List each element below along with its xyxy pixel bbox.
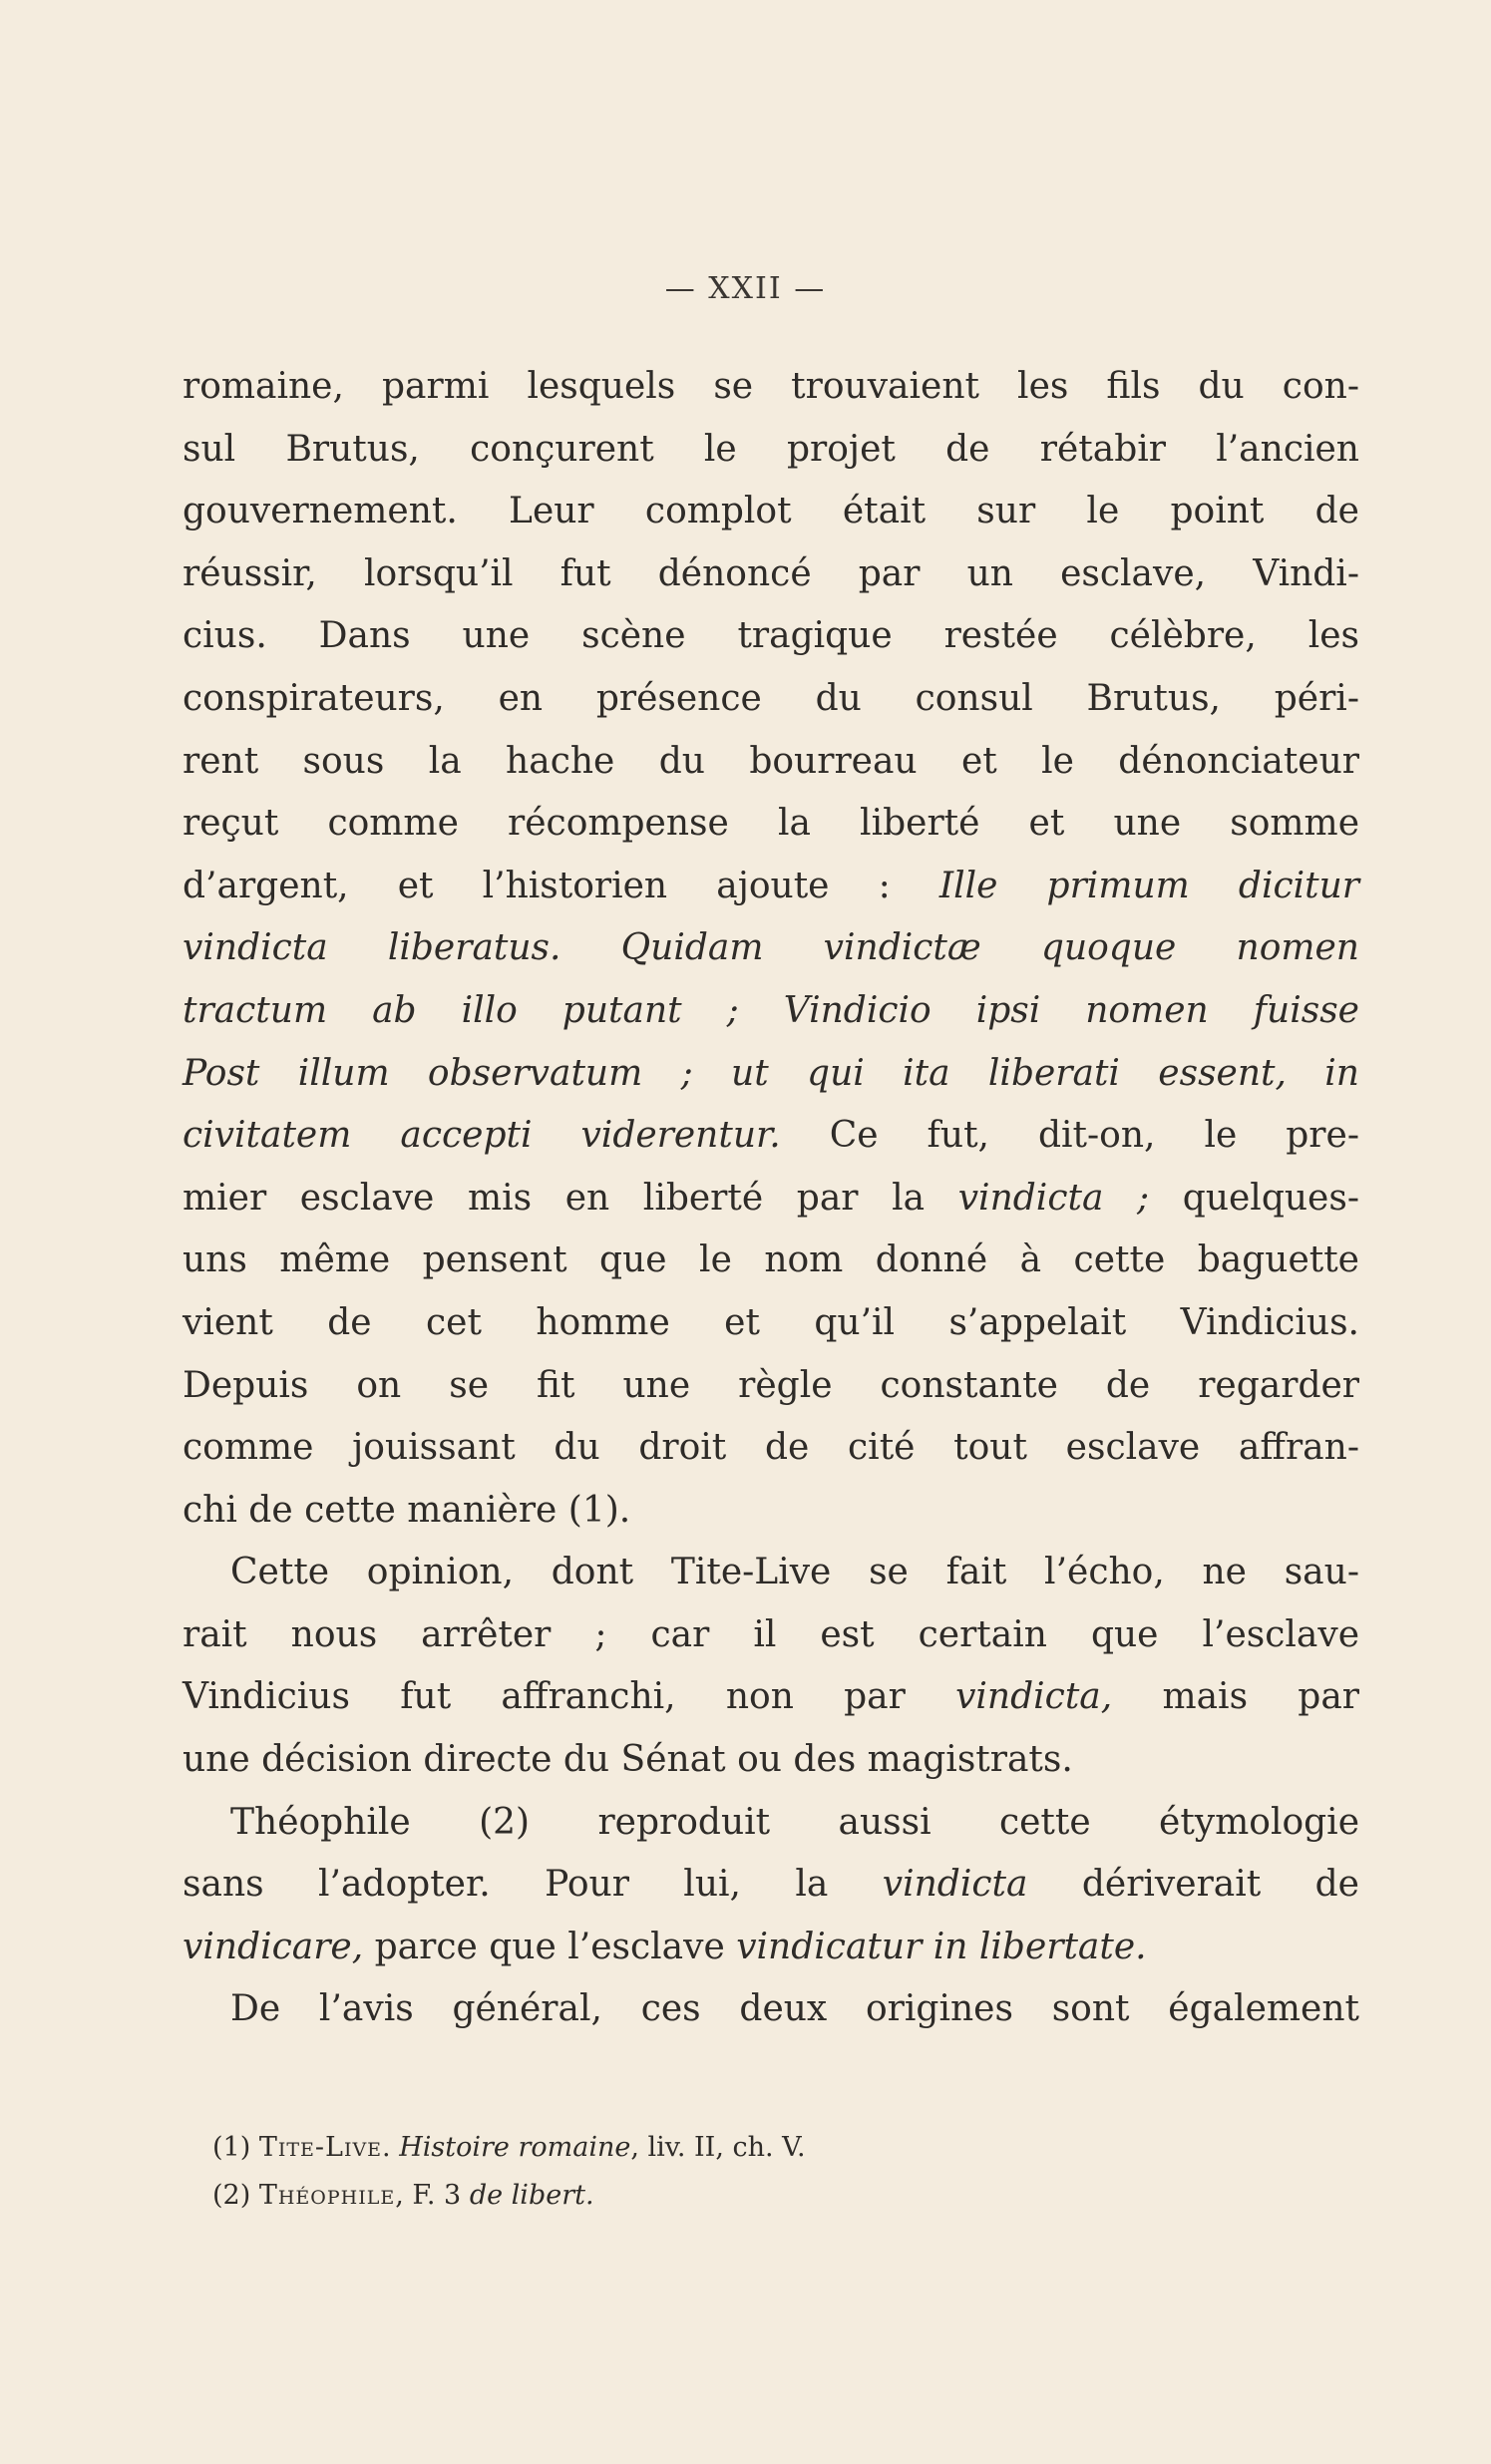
text-line: uns même pensent que le nom donné à cette baguette [183, 1239, 1359, 1281]
text-line: conspirateurs, en présence du consul Brutus, péri- [183, 677, 1359, 719]
roman-text: sans l’adopter. Pour lui, la [183, 1864, 883, 1906]
italic-term: vindicatur in libertate. [736, 1926, 1147, 1967]
italic-term: vindicta, [955, 1676, 1113, 1718]
text-line: rent sous la hache du bourreau et le dénonciateur [183, 740, 1359, 782]
text-line: Depuis on se fit une règle constante de regarder [183, 1364, 1359, 1406]
roman-text: quelques- [1149, 1177, 1359, 1219]
italic-term: vindicta ; [957, 1177, 1150, 1219]
roman-text: mais par [1112, 1676, 1359, 1718]
roman-text: mier esclave mis en liberté par la [183, 1177, 958, 1219]
text-line: réussir, lorsqu’il fut dénoncé par un esclave, Vindi- [183, 552, 1359, 594]
text-line: une décision directe du Sénat ou des magistrats. [183, 1739, 1073, 1781]
main-text [183, 356, 1359, 2041]
latin-quote: Post illum observatum ; ut qui ita liberati essent, in [183, 1052, 1359, 1094]
footnote-reference: , liv. II, ch. V. [630, 2132, 806, 2163]
text-line: Cette opinion, dont Tite-Live se fait l’écho, ne sau- [230, 1552, 1359, 1593]
footnote-work: Histoire romaine [399, 2132, 631, 2163]
footnote-author: Tite-Live [258, 2132, 383, 2163]
text-line: comme jouissant du droit de cité tout esclave affran- [183, 1427, 1359, 1469]
latin-quote: tractum ab illo putant ; Vindicio ipsi nomen fuisse [183, 989, 1359, 1031]
footnote-author: Théophile [258, 2180, 396, 2211]
footnote-separator: . [382, 2132, 400, 2163]
italic-term: vindicta [882, 1864, 1028, 1906]
text-line: Théophile (2) reproduit aussi cette étymologie [230, 1801, 1359, 1843]
text-line: romaine, parmi lesquels se trouvaient les fils du con- [183, 366, 1359, 407]
roman-text: d’argent, et l’historien ajoute : [183, 865, 939, 906]
footnote-2 [212, 2172, 1210, 2220]
text-line [183, 1105, 1359, 1168]
italic-term: vindicare, [183, 1926, 364, 1967]
text-line: chi de cette manière (1). [183, 1489, 631, 1531]
latin-quote: civitatem accepti viderentur. [183, 1115, 781, 1157]
text-line: gouvernement. Leur complot était sur le point de [183, 491, 1359, 532]
text-line: reçut comme récompense la liberté et une somme [183, 803, 1359, 845]
text-line: cius. Dans une scène tragique restée célèbre, les [183, 615, 1359, 657]
text-line: De l’avis général, ces deux origines sont également [230, 1988, 1359, 2030]
text-line [183, 1168, 1359, 1231]
latin-quote: vindicta liberatus. Quidam vindictæ quoque nomen [183, 927, 1359, 969]
latin-quote: Ille primum dicitur [938, 865, 1359, 906]
roman-text: dériverait de [1027, 1864, 1359, 1906]
footnote-number: (2) [212, 2180, 259, 2211]
text-line [183, 1666, 1359, 1729]
text-line: sul Brutus, conçurent le projet de rétabir l’ancien [183, 428, 1359, 470]
footnote-number: (1) [212, 2132, 259, 2163]
text-line [183, 1917, 1359, 1979]
footnotes [212, 2124, 1210, 2220]
text-line [183, 856, 1359, 918]
text-line [183, 980, 1359, 1043]
footnote-separator: , F. 3 [395, 2180, 470, 2211]
text-line: rait nous arrêter ; car il est certain que l’esclave [183, 1613, 1359, 1655]
text-line [183, 917, 1359, 980]
text-line: vient de cet homme et qu’il s’appelait Vindicius. [183, 1301, 1359, 1343]
footnote-work: de libert. [469, 2180, 594, 2211]
roman-text: parce que l’esclave [363, 1926, 737, 1967]
roman-text: Ce fut, dit-on, le pre- [780, 1115, 1359, 1157]
footnote-1 [212, 2124, 1210, 2172]
page-number-header: — XXII — [664, 271, 827, 306]
text-line [183, 1043, 1359, 1106]
roman-text: Vindicius fut affranchi, non par [183, 1676, 956, 1718]
text-line [183, 1854, 1359, 1917]
